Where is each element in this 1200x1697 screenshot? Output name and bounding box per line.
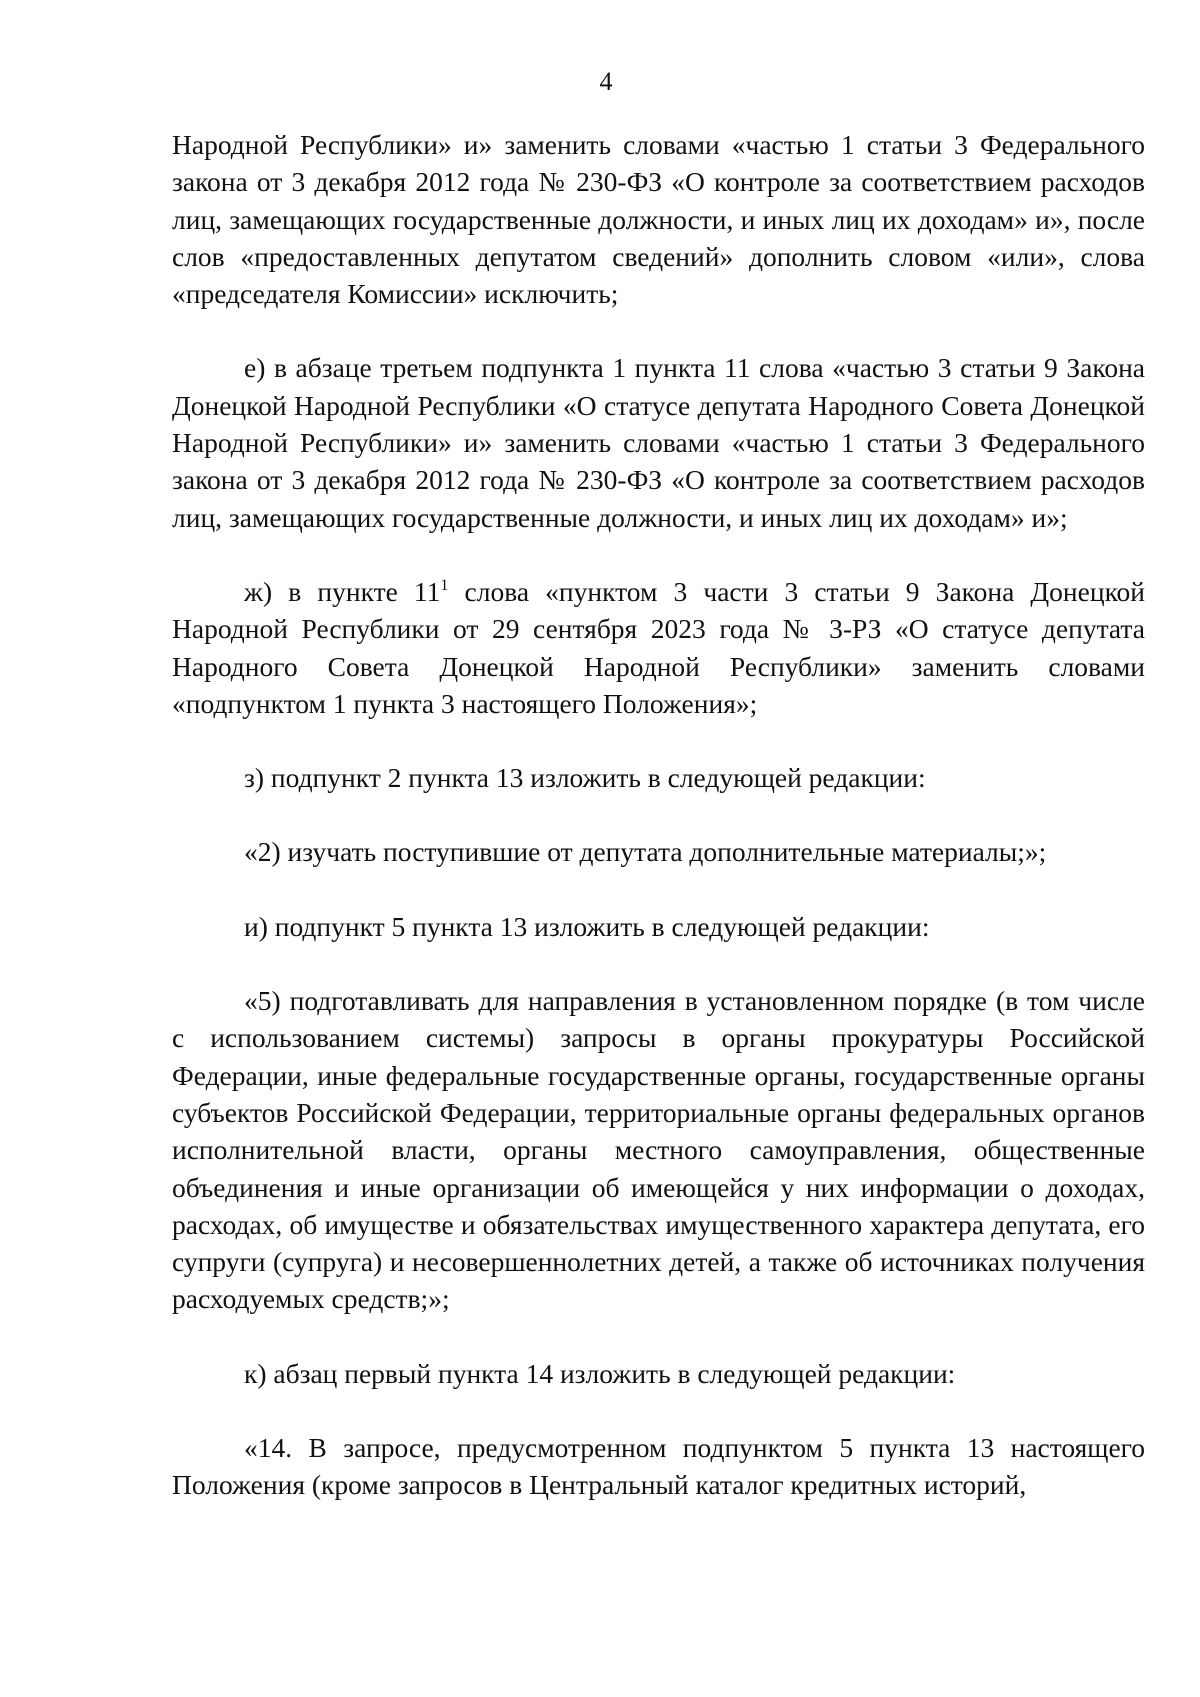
paragraph-quote-5: «5) подготавливать для направления в установленном порядке (в том числе с использованием системы) запросы в органы прокуратуры Российской Федерации, иные федеральные государственные органы, государственные органы субъектов Российской Федерации, территориальные органы федеральных органов исполнительной власти, органы местного самоуправления, общественные объединения и иные организации об имеющейся у них информации о доходах, расходах, об имуществе и обязательствах имущественного характера депутата, его супруги (супруга) и несовершеннолетних детей, а также об источниках получения расходуемых средств;»; [172,985,1145,1315]
paragraph-gap [172,536,1145,573]
paragraph-quote-14: «14. В запросе, предусмотренном подпунктом 5 пункта 13 настоящего Положения (кроме запросов в Центральный каталог кредитных историй, [172,1432,1145,1501]
paragraph-item-zh [172,573,1145,722]
paragraph-text: ж) в пункте 11 [244,575,441,607]
paragraph-gap [172,1392,1145,1429]
paragraph-text: слова «пунктом 3 части 3 статьи 9 Закона Донецкой Народной Республики от 29 сентября 2023 года № 3-РЗ «О статусе депутата Народного Совета Донецкой Народной Республики» заменить словами «подпунктом 1 пункта 3 настоящего Положения»; [172,575,1145,719]
paragraph-gap [172,796,1145,833]
paragraph-gap [172,871,1145,908]
document-body [172,126,1145,1504]
paragraph-gap [172,1318,1145,1355]
paragraph-item-e: е) в абзаце третьем подпункта 1 пункта 11 слова «частью 3 статьи 9 Закона Донецкой Народной Республики «О статусе депутата Народного Совета Донецкой Народной Республики» и» заменить словами «частью 1 статьи 3 Федерального закона от 3 декабря 2012 года № 230-ФЗ «О контроле за соответствием расходов лиц, замещающих государственные должности, и иных лиц их доходам» и»; [172,352,1145,533]
paragraph-gap [172,945,1145,982]
paragraph-gap [172,722,1145,759]
superscript-index: 1 [440,576,449,594]
paragraph-quote-2: «2) изучать поступившие от депутата дополнительные материалы;»; [244,836,1047,868]
paragraph-gap [172,312,1145,349]
paragraph-item-i: и) подпункт 5 пункта 13 изложить в следующей редакции: [244,910,930,942]
page-number: 4 [599,67,613,96]
paragraph-item-k: к) абзац первый пункта 14 изложить в следующей редакции: [244,1357,956,1389]
paragraph-continuation: Народной Республики» и» заменить словами «частью 1 статьи 3 Федерального закона от 3 декабря 2012 года № 230-ФЗ «О контроле за соответствием расходов лиц, замещающих государственные должности, и иных лиц их доходам» и», после слов «предоставленных депутатом сведений» дополнить словом «или», слова «председателя Комиссии» исключить; [172,129,1145,310]
paragraph-item-z: з) подпункт 2 пункта 13 изложить в следующей редакции: [244,762,926,794]
